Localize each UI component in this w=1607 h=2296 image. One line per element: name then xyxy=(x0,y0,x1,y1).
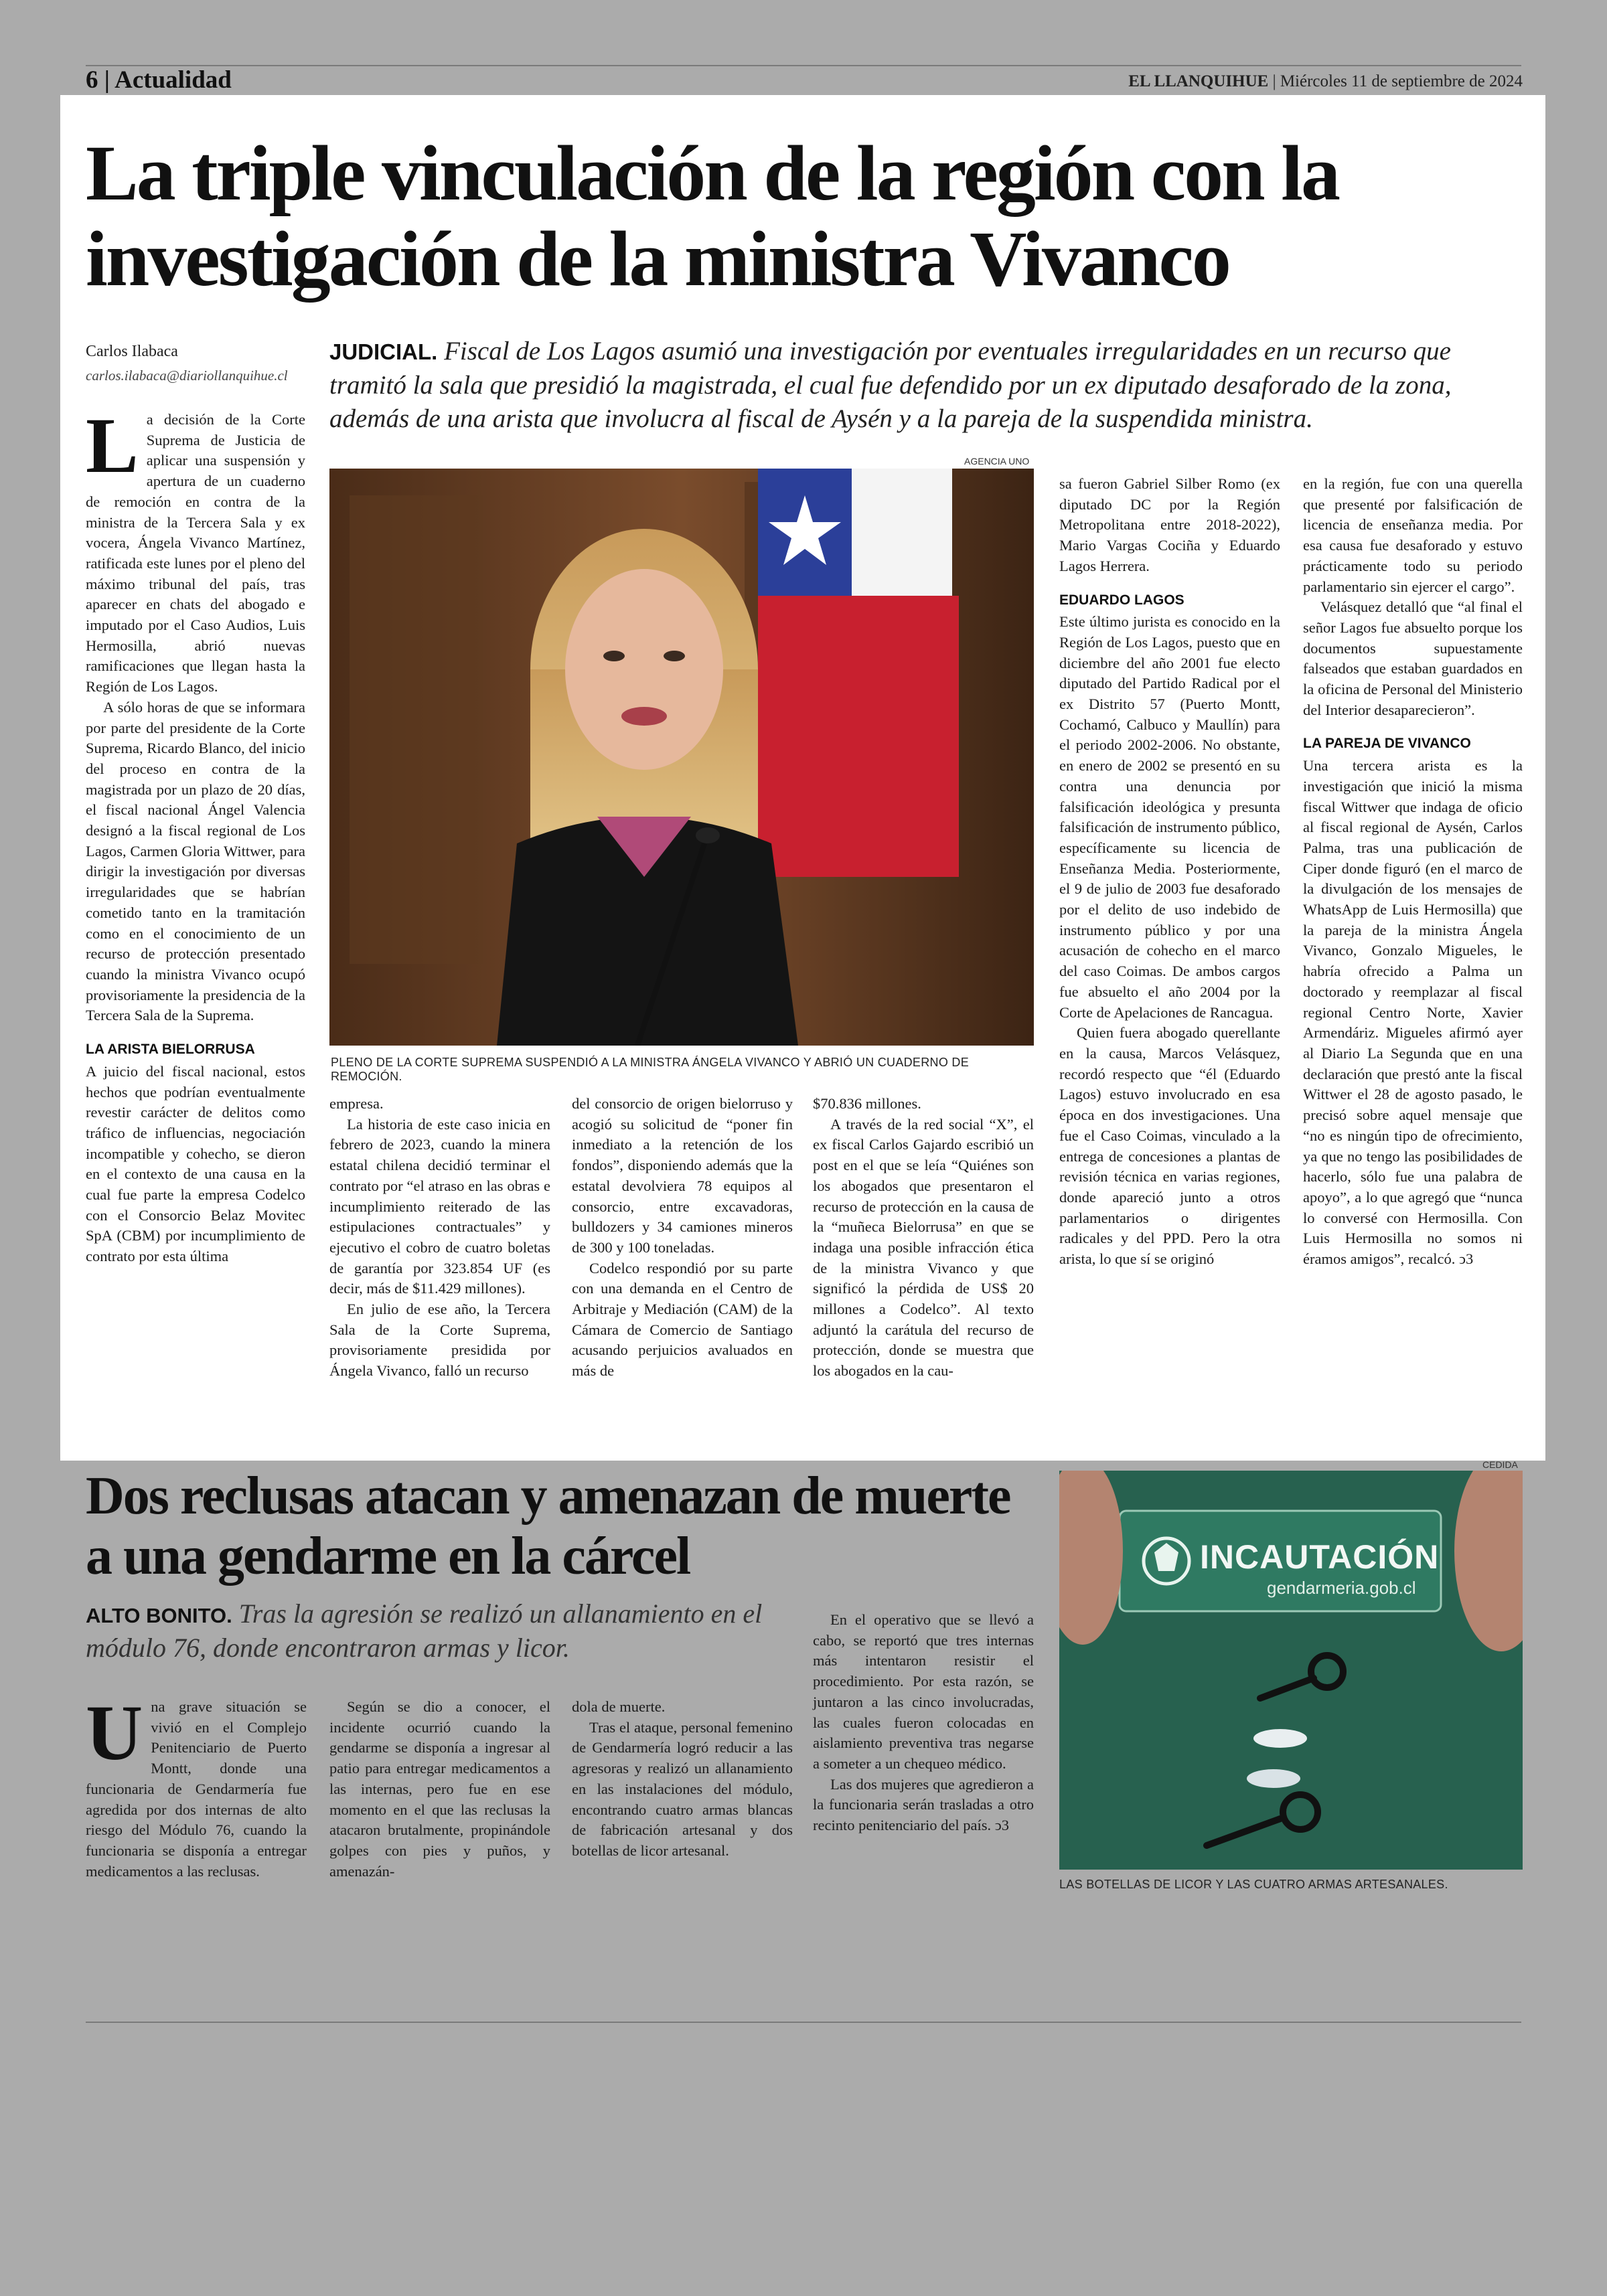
body-paragraph: A juicio del fiscal nacional, estos hechos que podrían eventualmente revestir carácter de delitos como tráfico de influencias, negociación incompatible y cohecho, se dieron en el contexto de una causa en la cual fue parte la empresa Codelco con el Consorcio Belaz Movitec SpA (CBM) por incumplimiento de contrato por esta última xyxy=(86,1062,305,1265)
masthead-date xyxy=(1128,72,1523,91)
article2-deck xyxy=(86,1598,795,1664)
body-paragraph: Una tercera arista es la investigación que inició la misma fiscal Wittwer que indaga de oficio al fiscal regional de Aysén, Carlos Palma, tras una publicación de Ciper donde figuró (en el marco de la divulgación de los mensajes de WhatsApp de Luis Hermosilla) que la pareja de la ministra Ángela Vivanco, Gonzalo Migueles, le habría ofrecido a Palma un doctorado y reemplazar al fiscal regional Centro Norte, Xavier Armendáriz. Migueles afirmó ayer al Diario La Segunda que en una declaración que prestó ante la fiscal Wittwer el 28 de agosto pasado, le precisó sobre aquel mensaje que “no es ningún tipo de ofrecimiento, ya que no tengo las posibilidades de hacerlo, sólo fue una palabra de apoyo”, a lo que agregó que “nunca lo conversé con Hermosilla. Con Luis Hermosilla no somos ni éramos amigos”, recalcó. xyxy=(1303,757,1523,1268)
body-paragraph: Las dos mujeres que agredieron a la funcionaria serán trasladas a otro recinto penitenciario del país. xyxy=(813,1775,1034,1834)
body-paragraph: Codelco respondió por su parte con una demanda en el Centro de Arbitraje y Mediación (CAM) de la Cámara de Comercio de Santiago acusando perjuicios avaluados en más de xyxy=(572,1259,793,1380)
bottom-rule xyxy=(86,2022,1521,2023)
end-mark: ↄ3 xyxy=(994,1817,1010,1834)
article-column-6 xyxy=(1303,474,1523,1270)
deck2-kicker: ALTO BONITO. xyxy=(86,1604,232,1627)
deck-text: Fiscal de Los Lagos asumió una investigación por eventuales irregularidades en un recurso que tramitó la sala que presidió la magistrada, el cual fue defendido por un ex diputado desaforado de la zona, además de una arista que involucra al fiscal de Aysén y a la pareja de la suspendida ministra. xyxy=(329,337,1452,433)
body-paragraph: $70.836 millones. xyxy=(813,1095,921,1112)
article-headline: La triple vinculación de la región con la investigación de la ministra Vivanco xyxy=(86,129,1339,303)
article2-column-3 xyxy=(572,1697,793,1862)
body-paragraph: Este último jurista es conocido en la Región de Los Lagos, puesto que en diciembre del año 2001 fue electo diputado del Partido Radical por el ex Distrito 57 (Puerto Montt, Cochamó, Calbuco y Maullín) para el periodo 2002-2006. No obstante, en enero de 2002 se presentó en su contra una denuncia por falsificación ideológica y presunta falsificación de instrumento público, específicamente su licencia de Enseñanza Media. Posteriormente, el 9 de julio de 2003 fue desaforado por el delito de uso indebido de instrumento público y por una acusación de cohecho en el marco del caso Coimas. De ambos cargos fue absuelto el año 2004 por la Corte de Apelaciones de Rancagua. xyxy=(1059,613,1280,1021)
body-paragraph: A sólo horas de que se informara por parte del presidente de la Corte Suprema, Ricardo Blanco, del inicio del proceso en contra de la magistrada por un plazo de 20 días, el fiscal nacional Ángel Valencia designó a la fiscal regional de Los Lagos, Carmen Gloria Wittwer, para dirigir la investigación por diversas irregularidades que se habrían cometido tanto en la tramitación como en el conocimiento de un recurso de protección presentado cuando la ministra Vivanco ocupó provisoriamente la presidencia de la Tercera Sala de la Suprema. xyxy=(86,698,305,1024)
body-paragraph: Tras el ataque, personal femenino de Gendarmería logró reducir a las agresoras y realizó un allanamiento en las instalaciones del módulo, encontrando cuatro armas blancas de fabricación artesanal y dos botellas de licor artesanal. xyxy=(572,1718,793,1859)
deck-kicker: JUDICIAL. xyxy=(329,339,438,364)
article-column-4 xyxy=(813,1094,1034,1382)
photo2-caption: LAS BOTELLAS DE LICOR Y LAS CUATRO ARMAS ARTESANALES. xyxy=(1059,1878,1448,1891)
body-paragraph: sa fueron Gabriel Silber Romo (ex diputado DC por la Región Metropolitana entre 2018-2022), Mario Vargas Cociña y Eduardo Lagos Herrera. xyxy=(1059,475,1280,574)
byline-email: carlos.ilabaca@diariollanquihue.cl xyxy=(86,367,288,384)
body-paragraph: En julio de ese año, la Tercera Sala de la Corte Suprema, provisoriamente presidida por Ángela Vivanco, falló un recurso xyxy=(329,1301,550,1380)
end-mark: ↄ3 xyxy=(1459,1250,1474,1268)
photo2-credit: CEDIDA xyxy=(1482,1459,1518,1470)
publication-name: EL LLANQUIHUE xyxy=(1128,72,1269,90)
top-rule xyxy=(86,65,1521,66)
body-paragraph: del consorcio de origen bielorruso y acogió su solicitud de “poner fin inmediato a la retención de los fondos”, disponiendo además que la estatal devolviera 78 equipos al consorcio, entre excavadoras, bulldozers y 34 camiones mineros de 300 y 100 toneladas. xyxy=(572,1095,793,1256)
photo-credit: AGENCIA UNO xyxy=(964,456,1030,467)
body-paragraph: Quien fuera abogado querellante en la causa, Marcos Velásquez, recordó respecto que “él (Eduardo Lagos) estuvo involucrado en esa época en dos investigaciones. Una fue el Caso Coimas, vinculado a la entrega de concesiones a plantas de revisión técnica en varias regiones, donde apareció junto a otros parlamentarios o dirigentes radicales y del PPD. Pero la otra arista, lo que sí se originó xyxy=(1059,1024,1280,1268)
issue-date: | Miércoles 11 de septiembre de 2024 xyxy=(1268,72,1523,90)
body-paragraph: empresa. xyxy=(329,1095,384,1112)
body-paragraph: en la región, fue con una querella que presenté por falsificación de licencia de enseñanza media. Por esa causa fue desaforado y estuvo prácticamente todo su periodo parlamentario sin ejercer el cargo”. xyxy=(1303,475,1523,595)
article2-column-4 xyxy=(813,1610,1034,1836)
body-paragraph: Velásquez detalló que “al final el señor Lagos fue absuelto porque los documentos supuestamente falseados que estaban guardados en la oficina de Personal del Ministerio del Interior desaparecieron”. xyxy=(1303,598,1523,718)
article2-column-1 xyxy=(86,1689,307,1882)
body-paragraph: dola de muerte. xyxy=(572,1698,666,1715)
photo-minister-illustration xyxy=(329,469,1034,1046)
photo-caption: PLENO DE LA CORTE SUPREMA SUSPENDIÓ A LA MINISTRA ÁNGELA VIVANCO Y ABRIÓ UN CUADERNO DE REMOCIÓN. xyxy=(331,1056,970,1083)
body-paragraph: En el operativo que se llevó a cabo, se reportó que tres internas más intentaron resistir el procedimiento. Por esta razón, se juntaron a las cinco involucradas, las cuales fueron colocadas en aislamiento preventiva tras negarse a someter a un chequeo médico. xyxy=(813,1611,1034,1772)
body-paragraph: na grave situación se vivió en el Complejo Penitenciario de Puerto Montt, donde una funcionaria de Gendarmería fue agredida por dos internas de alto riesgo del Módulo 76, cuando la funcionaria se disponía a entregar medicamentos a las reclusas. xyxy=(86,1698,307,1880)
sign-title: INCAUTACIÓN xyxy=(1200,1538,1440,1576)
photo-seizure xyxy=(1059,1471,1523,1870)
photo-seizure-illustration xyxy=(1059,1471,1523,1870)
deck2-text: Tras la agresión se realizó un allanamiento en el módulo 76, donde encontraron armas y licor. xyxy=(86,1598,763,1663)
section-label: 6 | Actualidad xyxy=(86,66,232,94)
article-column-3 xyxy=(572,1094,793,1382)
article-column-1 xyxy=(86,402,305,1267)
drop-cap: L xyxy=(86,402,139,489)
photo-minister xyxy=(329,469,1034,1046)
sign-url: gendarmeria.gob.cl xyxy=(1267,1578,1416,1598)
byline-name: Carlos Ilabaca xyxy=(86,343,178,360)
article-column-2 xyxy=(329,1094,550,1382)
body-paragraph: La historia de este caso inicia en febrero de 2023, cuando la minera estatal chilena decidió terminar el contrato por “el atraso en las obras e incumplimiento reiterado de las estipulaciones contractuales” y ejecutivo el cobro de cuatro boletas de garantía por 323.854 UF (es decir, más de $11.429 millones). xyxy=(329,1115,550,1297)
article2-column-2 xyxy=(329,1697,550,1882)
body-paragraph: a decisión de la Corte Suprema de Justicia de aplicar una suspensión y apertura de un cuaderno de remoción en contra de la ministra de la Tercera Sala y ex vocera, Ángela Vivanco Martínez, ratificada este lunes por el pleno del máximo tribunal del país, tras aparecer en chats del abogado e imputado por el Caso Audios, Luis Hermosilla, abrió nuevas ramificaciones que llegan hasta la Región de Los Lagos. xyxy=(86,411,305,695)
subheading-eduardo-lagos: EDUARDO LAGOS xyxy=(1059,592,1184,608)
article-column-5 xyxy=(1059,474,1280,1270)
article-deck xyxy=(329,335,1528,436)
subheading-pareja: LA PAREJA DE VIVANCO xyxy=(1303,736,1471,752)
subheading-bielorrusa: LA ARISTA BIELORRUSA xyxy=(86,1042,255,1058)
drop-cap-2: U xyxy=(86,1689,143,1777)
body-paragraph: A través de la red social “X”, el ex fiscal Carlos Gajardo escribió un post en el que se leía “Quiénes son los abogados que presentaron el recurso de protección en la causa de la “muñeca Bielorrusa” en que se indaga una posible infracción ética de la ministra Vivanco y que significó la pérdida de US$ 20 millones a Codelco”. Al texto adjuntó la carátula del recurso de protección, donde se muestra que los abogados en la cau- xyxy=(813,1115,1034,1380)
body-paragraph: Según se dio a conocer, el incidente ocurrió cuando la gendarme se disponía a ingresar al patio para entregar medicamentos a las internas, pero fue en ese momento en el que las reclusas la atacaron brutalmente, propinándole golpes con pies y puños, y amenazán- xyxy=(329,1698,550,1880)
article2-headline: Dos reclusas atacan y amenazan de muerte a una gendarme en la cárcel xyxy=(86,1467,1010,1586)
